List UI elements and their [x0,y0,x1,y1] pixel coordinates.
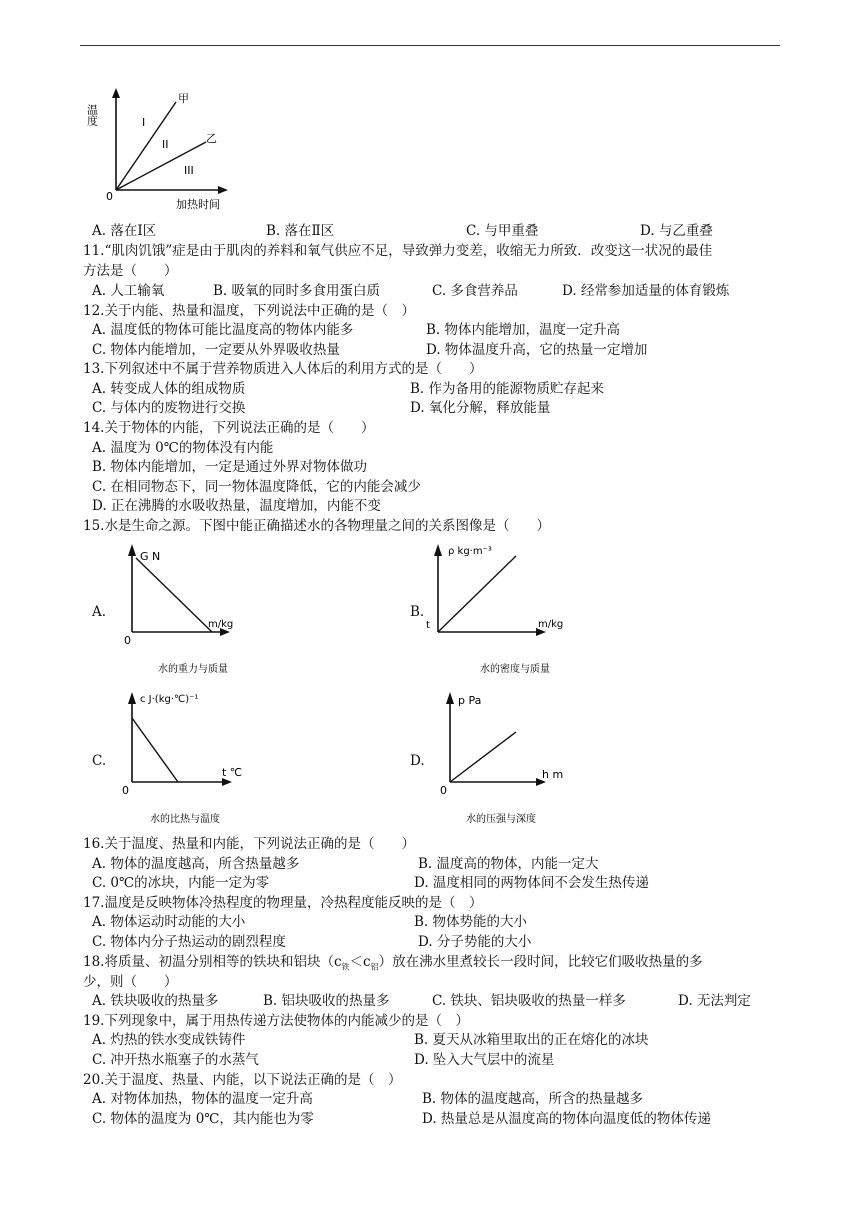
q10-option-d: D. 与乙重叠 [640,223,713,239]
q11-stem-cont: 方法是（ ） [83,263,178,279]
q16-option-c: C. 0℃的冰块，内能一定为零 [92,875,270,891]
q15-d-origin: 0 [440,784,447,797]
q18-stem-a: 18.将质量、初温分别相等的铁块和铝块（c [83,954,342,970]
q15-d-xlabel: h m [542,768,564,781]
q15-graph-d [432,688,592,828]
q15-c-ylabel: c J·(kg·℃)⁻¹ [140,694,199,705]
q15-d-ylabel: p Pa [458,694,482,707]
q18-stem [83,954,703,976]
q15-c-origin: 0 [122,784,129,797]
q15-d-caption: 水的压强与深度 [466,814,536,825]
q10-region2: II [162,138,169,151]
q20-option-a: A. 对物体加热，物体的温度一定升高 [92,1091,313,1107]
q10-line-a: 甲 [178,92,189,105]
q11-option-a: A. 人工输氧 [92,283,165,299]
q20-option-b: B. 物体的温度越高，所含的热量越多 [422,1091,644,1107]
q14-option-c: C. 在相同物态下，同一物体温度降低，它的内能会减少 [92,479,421,495]
q10-region1: I [142,116,146,129]
q15-b-letter: B. [410,604,425,620]
q19-option-d: D. 坠入大气层中的流星 [414,1052,555,1068]
q19-option-c: C. 冲开热水瓶塞子的水蒸气 [92,1052,259,1068]
q18-option-b: B. 铝块吸收的热量多 [263,993,390,1009]
q10-option-a: A. 落在Ⅰ区 [92,223,157,239]
q12-stem: 12.关于内能、热量和温度，下列说法中正确的是（ ） [83,303,415,319]
q20-option-c: C. 物体的温度为 0℃，其内能也为零 [92,1111,314,1127]
q10-origin: 0 [106,190,113,203]
q15-a-caption: 水的重力与质量 [158,664,228,675]
q15-c-caption: 水的比热与温度 [150,814,220,825]
q10-option-c: C. 与甲重叠 [466,223,539,239]
q10-xlabel: 加热时间 [176,198,220,211]
q18-option-d: D. 无法判定 [678,993,751,1009]
q16-stem: 16.关于温度、热量和内能，下列说法正确的是（ ） [83,836,415,852]
q17-stem: 17.温度是反映物体冷热程度的物理量，冷热程度能反映的是（ ） [83,895,483,911]
q13-option-d: D. 氧化分解，释放能量 [410,400,551,416]
q15-d-letter: D. [410,753,425,769]
q19-option-a: A. 灼热的铁水变成铁铸件 [92,1032,246,1048]
q15-b-caption: 水的密度与质量 [480,664,550,675]
header-rule [80,45,780,46]
q18-stem-cont: 少，则（ ） [83,974,178,990]
q13-option-c: C. 与体内的废物进行交换 [92,400,246,416]
q18-option-c: C. 铁块、铝块吸收的热量一样多 [432,993,626,1009]
q15-b-origin: t [426,620,430,631]
q15-c-xlabel: t ℃ [222,766,243,779]
q15-graph-a [118,540,268,680]
q12-option-c: C. 物体内能增加，一定要从外界吸收热量 [92,342,340,358]
q18-stem-b: ）放在沸水里煮较长一段时间，比较它们吸收热量的多 [378,954,703,970]
q12-option-a: A. 温度低的物体可能比温度高的物体内能多 [92,322,354,338]
q17-option-d: D. 分子势能的大小 [418,934,532,950]
q18-option-a: A. 铁块吸收的热量多 [92,993,219,1009]
q13-option-a: A. 转变成人体的组成物质 [92,381,246,397]
q12-option-d: D. 物体温度升高，它的热量一定增加 [426,342,648,358]
q10-line-b: 乙 [206,132,217,145]
q10-temperature-graph [85,86,238,216]
q20-stem: 20.关于温度、热量、内能，以下说法正确的是（ ） [83,1072,402,1088]
q13-stem: 13.下列叙述中不属于营养物质进入人体后的利用方式的是（ ） [83,361,483,377]
q15-a-letter: A. [92,604,107,620]
q10-option-b: B. 落在Ⅱ区 [266,223,335,239]
q19-option-b: B. 夏天从冰箱里取出的正在熔化的冰块 [414,1032,649,1048]
q16-option-b: B. 温度高的物体，内能一定大 [418,856,599,872]
q10-region3: III [184,164,194,177]
q15-b-xlabel: m/kg [538,619,564,630]
q13-option-b: B. 作为备用的能源物质贮存起来 [410,381,605,397]
q16-option-a: A. 物体的温度越高，所含热量越多 [92,856,300,872]
q14-option-b: B. 物体内能增加，一定是通过外界对物体做功 [92,459,368,475]
q16-option-d: D. 温度相同的两物体间不会发生热传递 [414,875,649,891]
q15-graph-c [118,688,278,828]
q15-a-origin: 0 [124,634,131,647]
q11-option-c: C. 多食营养品 [432,283,518,299]
q15-graph-b [418,540,578,680]
q14-option-d: D. 正在沸腾的水吸收热量，温度增加，内能不变 [92,498,381,514]
q15-stem: 15.水是生命之源。下图中能正确描述水的各物理量之间的关系图像是（ ） [83,518,550,534]
q15-a-ylabel: G N [140,550,161,563]
q18-sub-iron: 铁 [341,962,350,972]
q11-stem: 11.“肌肉饥饿”症是由于肌肉的养料和氧气供应不足，导致弹力变差，收缩无力所致．改变这一状况的最佳 [83,243,713,259]
q20-option-d: D. 热量总是从温度高的物体向温度低的物体传递 [422,1111,711,1127]
q15-b-ylabel: ρ kg·m⁻³ [448,546,492,557]
q17-option-a: A. 物体运动时动能的大小 [92,914,246,930]
q12-option-b: B. 物体内能增加，温度一定升高 [426,322,621,338]
q10-ylabel: 温度 [85,104,99,126]
q19-stem: 19.下列现象中，属于用热传递方法使物体的内能减少的是（ ） [83,1013,469,1029]
q15-c-letter: C. [92,753,107,769]
q15-a-xlabel: m/kg [208,619,234,630]
q11-option-d: D. 经常参加适量的体育锻炼 [562,283,730,299]
q17-option-c: C. 物体内分子热运动的剧烈程度 [92,934,286,950]
q18-stem-mid: ＜c [349,954,371,970]
q14-stem: 14.关于物体的内能，下列说法正确的是（ ） [83,420,375,436]
q11-option-b: B. 吸氧的同时多食用蛋白质 [213,283,381,299]
q14-option-a: A. 温度为 0℃的物体没有内能 [92,440,274,456]
q18-sub-aluminum: 铝 [370,962,379,972]
q17-option-b: B. 物体势能的大小 [414,914,528,930]
